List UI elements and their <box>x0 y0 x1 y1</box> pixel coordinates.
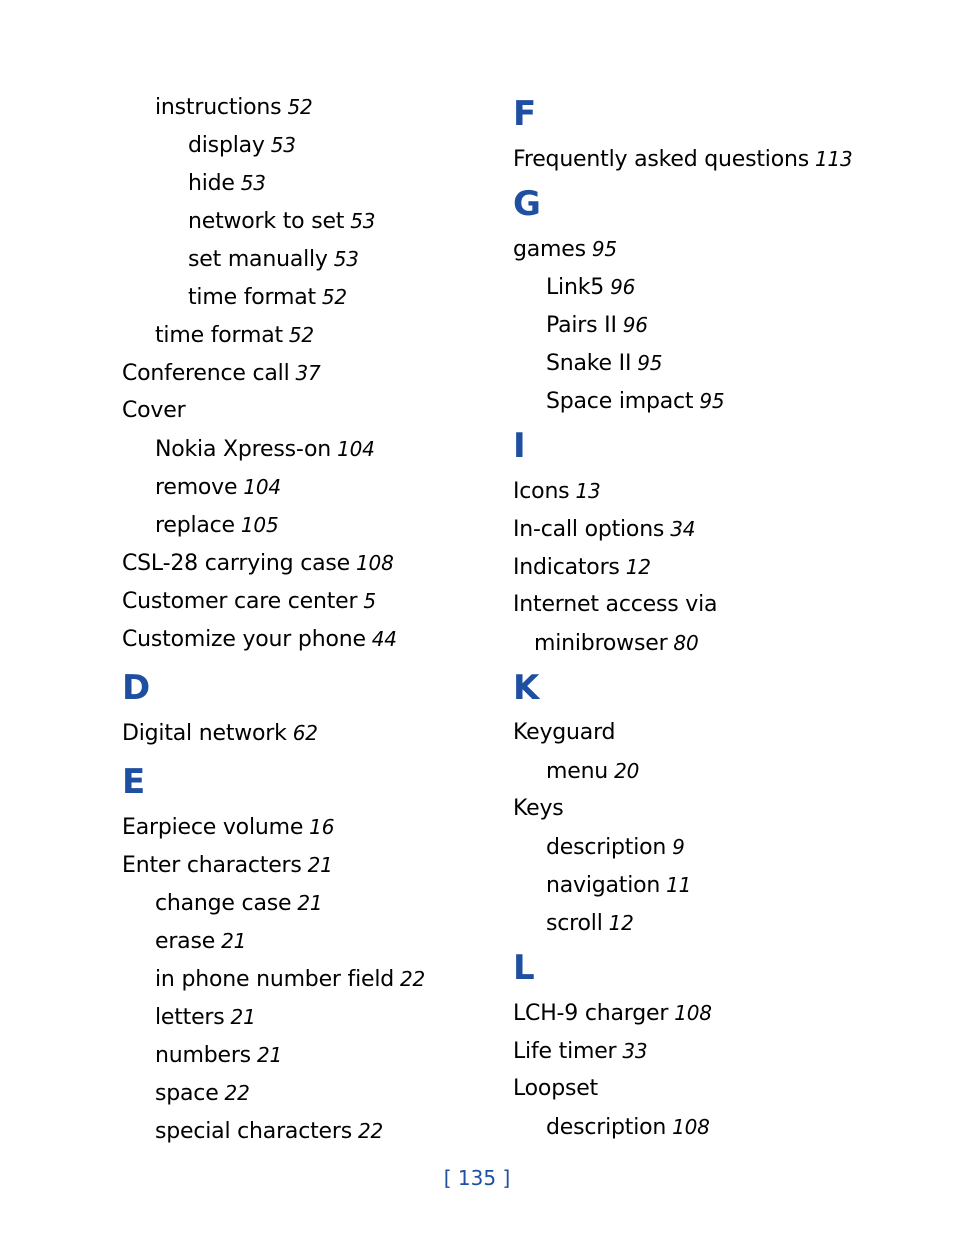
index-page-ref: 22 <box>400 967 426 991</box>
index-section-i <box>513 420 913 662</box>
index-term: menu <box>546 759 609 784</box>
index-entry <box>513 382 913 420</box>
index-page-ref: 80 <box>673 631 699 655</box>
index-entry <box>122 582 472 620</box>
index-section-k <box>513 662 913 942</box>
index-term: minibrowser <box>534 631 668 656</box>
index-term: Digital network <box>122 721 287 746</box>
section-k-entries <box>513 714 913 942</box>
index-page-ref: 52 <box>288 323 314 347</box>
index-entry <box>513 230 913 268</box>
index-entry <box>122 922 472 960</box>
section-d-entries <box>122 714 472 752</box>
index-page-ref: 95 <box>637 351 663 375</box>
index-section-e <box>122 756 472 1150</box>
index-term: Nokia Xpress-on <box>155 437 332 462</box>
index-page-ref: 53 <box>333 247 359 271</box>
index-entry <box>513 1032 913 1070</box>
index-entry <box>122 88 472 126</box>
index-entry <box>513 866 913 904</box>
index-page-ref: 96 <box>622 313 648 337</box>
index-term: description <box>546 835 667 860</box>
index-page-ref: 108 <box>674 1001 712 1025</box>
section-letter-k: K <box>513 668 540 708</box>
page-number: [ 135 ] <box>443 1166 511 1190</box>
left-index-column <box>122 88 472 1150</box>
section-l-entries <box>513 994 913 1146</box>
index-page-ref: 9 <box>672 835 685 859</box>
index-entry <box>122 808 472 846</box>
index-entry <box>513 994 913 1032</box>
index-entry <box>513 586 913 624</box>
index-term: Icons <box>513 479 570 504</box>
index-entry <box>513 268 913 306</box>
index-page-ref: 108 <box>356 551 394 575</box>
index-page-ref: 21 <box>256 1043 282 1067</box>
index-page-ref: 95 <box>699 389 725 413</box>
index-entry <box>513 344 913 382</box>
index-group-c-continued <box>122 88 472 658</box>
index-entry <box>122 1036 472 1074</box>
index-page-ref: 95 <box>591 237 617 261</box>
index-entry <box>513 140 913 178</box>
index-term: Space impact <box>546 389 694 414</box>
index-term: network to set <box>188 209 345 234</box>
index-page-ref: 53 <box>350 209 376 233</box>
index-term: in phone number field <box>155 967 395 992</box>
section-f-entries <box>513 140 913 178</box>
index-page-ref: 52 <box>321 285 347 309</box>
index-page-ref: 104 <box>337 437 375 461</box>
index-page-ref: 53 <box>270 133 296 157</box>
index-term: Pairs II <box>546 313 617 338</box>
index-section-d <box>122 662 472 752</box>
index-page-ref: 34 <box>670 517 696 541</box>
index-entry <box>122 354 472 392</box>
index-entry <box>513 790 913 828</box>
index-term: Keyguard <box>513 720 616 745</box>
section-e-entries <box>122 808 472 1150</box>
index-entry <box>513 472 913 510</box>
index-term: navigation <box>546 873 661 898</box>
index-term: remove <box>155 475 238 500</box>
section-i-entries <box>513 472 913 662</box>
index-entry <box>122 620 472 658</box>
index-page-ref: 105 <box>240 513 279 537</box>
index-section-l <box>513 942 913 1146</box>
index-term: Conference call <box>122 361 290 386</box>
index-term: Loopset <box>513 1076 598 1101</box>
index-page-ref: 37 <box>295 361 321 385</box>
index-entry <box>122 278 472 316</box>
index-entry <box>122 316 472 354</box>
section-g-entries <box>513 230 913 420</box>
index-term: Frequently asked questions <box>513 147 809 172</box>
section-letter-l: L <box>513 948 535 988</box>
index-entry <box>513 624 913 662</box>
index-term: change case <box>155 891 292 916</box>
index-term: Enter characters <box>122 853 302 878</box>
index-entry <box>122 506 472 544</box>
index-term: Customer care center <box>122 589 358 614</box>
index-term: In-call options <box>513 517 665 542</box>
index-term: Internet access via <box>513 592 718 617</box>
index-page-ref: 13 <box>575 479 601 503</box>
index-page-ref: 11 <box>666 873 692 897</box>
index-term: Earpiece volume <box>122 815 304 840</box>
index-term: erase <box>155 929 216 954</box>
index-term: LCH-9 charger <box>513 1001 669 1026</box>
index-page-ref: 22 <box>357 1119 384 1143</box>
index-term: time format <box>155 323 283 348</box>
index-page-ref: 20 <box>614 759 640 783</box>
index-entry <box>122 430 472 468</box>
index-term: CSL-28 carrying case <box>122 551 351 576</box>
index-term: games <box>513 237 586 262</box>
index-page-ref: 96 <box>610 275 636 299</box>
index-term: set manually <box>188 247 328 272</box>
index-page-ref: 21 <box>230 1005 256 1029</box>
index-page-ref: 22 <box>224 1081 250 1105</box>
index-entry <box>122 392 472 430</box>
index-term: Indicators <box>513 555 620 580</box>
section-letter-f: F <box>513 94 537 134</box>
index-entry <box>122 714 472 752</box>
section-letter-g: G <box>513 184 541 224</box>
index-entry <box>122 468 472 506</box>
index-entry <box>513 752 913 790</box>
index-entry <box>513 306 913 344</box>
index-entry <box>122 164 472 202</box>
index-term: Life timer <box>513 1039 617 1064</box>
index-entry <box>122 1074 472 1112</box>
index-page-ref: 108 <box>672 1115 710 1139</box>
index-term: description <box>546 1115 667 1140</box>
index-page-ref: 21 <box>221 929 247 953</box>
index-term: time format <box>188 285 316 310</box>
right-index-column <box>513 88 913 1146</box>
section-letter-i: I <box>513 426 526 466</box>
index-page-ref: 33 <box>622 1039 648 1063</box>
index-page-ref: 16 <box>309 815 335 839</box>
index-term: Link5 <box>546 275 605 300</box>
index-entry <box>122 884 472 922</box>
index-term: replace <box>155 513 235 538</box>
index-entry <box>122 960 472 998</box>
section-letter-e: E <box>122 762 146 802</box>
index-page-ref: 44 <box>371 627 397 651</box>
index-term: scroll <box>546 911 603 936</box>
index-entry <box>513 904 913 942</box>
index-entry <box>513 1108 913 1146</box>
index-page-ref: 113 <box>815 147 853 171</box>
index-term: Customize your phone <box>122 627 366 652</box>
index-entry <box>513 548 913 586</box>
index-page-ref: 52 <box>287 95 313 119</box>
index-term: special characters <box>155 1119 352 1144</box>
index-entry <box>513 714 913 752</box>
index-page-ref: 53 <box>240 171 266 195</box>
index-page-ref: 12 <box>625 555 651 579</box>
section-letter-d: D <box>122 668 151 708</box>
index-entry <box>513 510 913 548</box>
index-term: hide <box>188 171 235 196</box>
index-term: letters <box>155 1005 225 1030</box>
index-entry <box>122 846 472 884</box>
index-page-ref: 21 <box>307 853 333 877</box>
index-term: Keys <box>513 796 564 821</box>
index-term: display <box>188 133 265 158</box>
index-term: numbers <box>155 1043 251 1068</box>
index-entry <box>513 1070 913 1108</box>
index-page-ref: 21 <box>297 891 323 915</box>
index-page-ref: 62 <box>292 721 318 745</box>
index-page-ref: 12 <box>608 911 634 935</box>
index-section-f <box>513 88 913 178</box>
index-entry <box>122 126 472 164</box>
index-page-ref: 104 <box>243 475 281 499</box>
index-entry <box>122 544 472 582</box>
index-entry <box>513 828 913 866</box>
index-entry <box>122 1112 472 1150</box>
index-entry <box>122 240 472 278</box>
index-entry <box>122 202 472 240</box>
index-term: instructions <box>155 95 282 120</box>
index-term: space <box>155 1081 219 1106</box>
index-section-g <box>513 178 913 420</box>
index-entry <box>122 998 472 1036</box>
index-page-ref: 5 <box>363 589 376 613</box>
index-term: Cover <box>122 398 186 423</box>
index-term: Snake II <box>546 351 632 376</box>
